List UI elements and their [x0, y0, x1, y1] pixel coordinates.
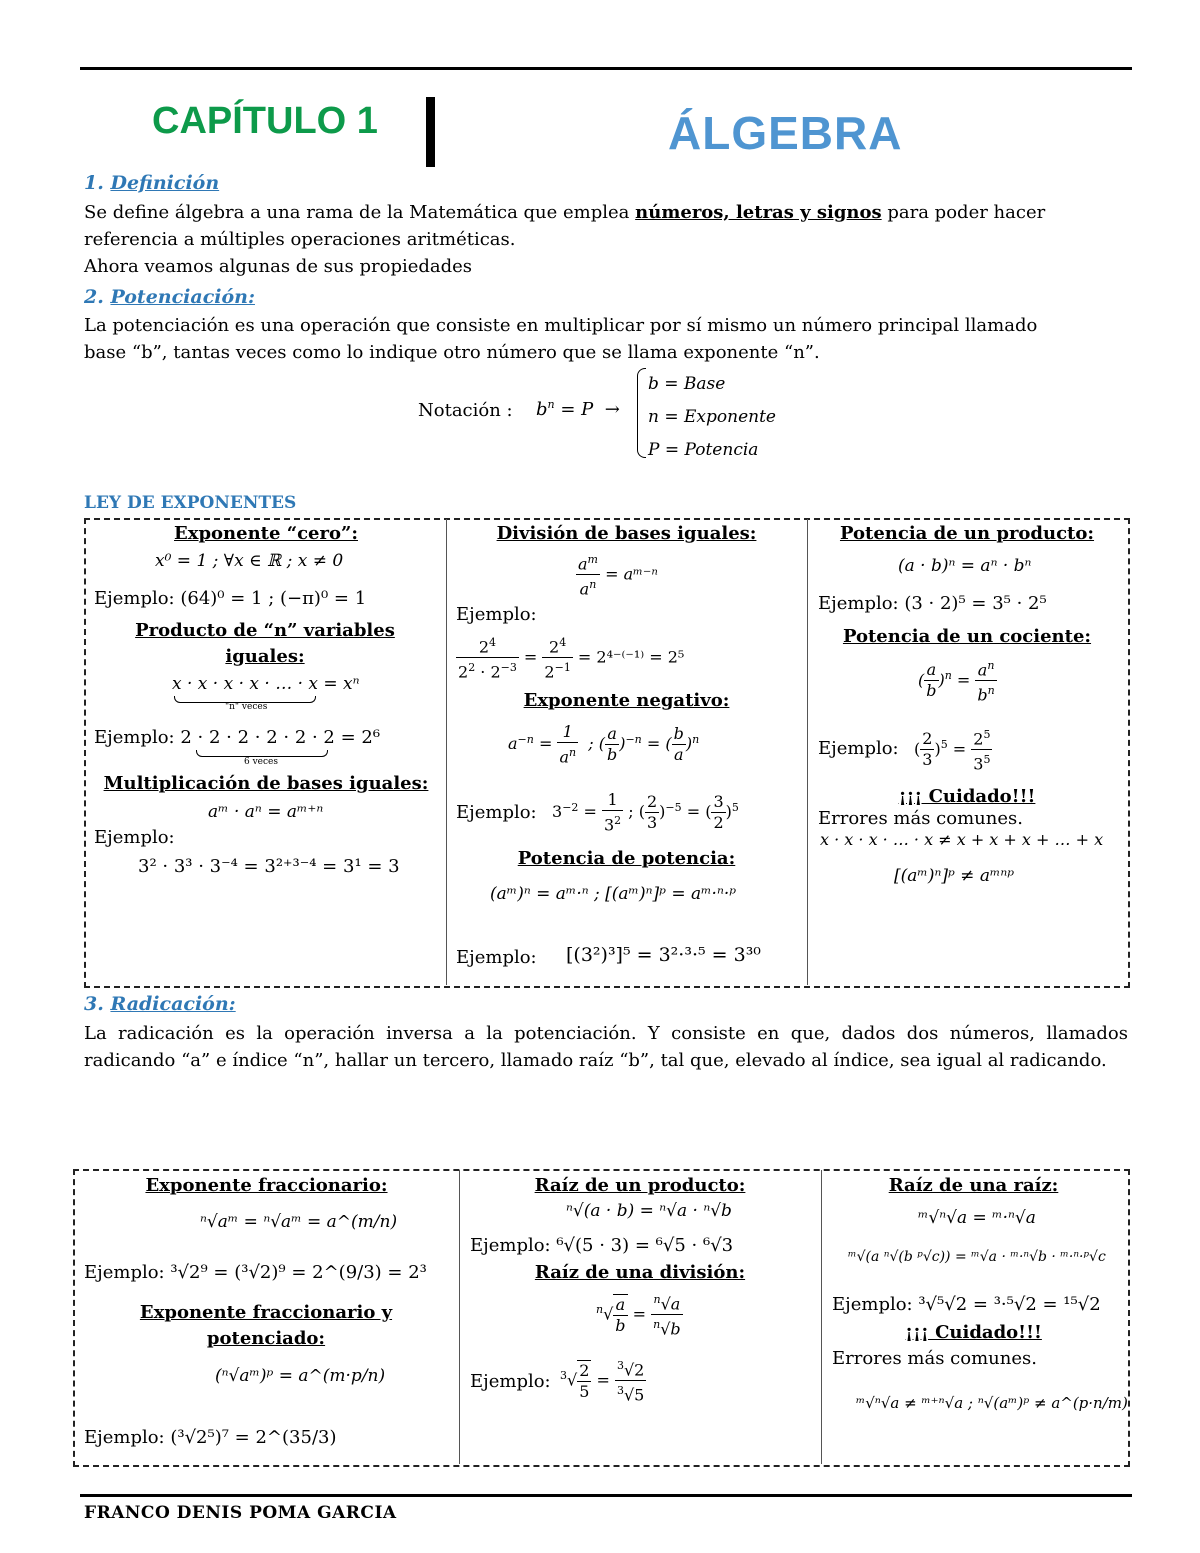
ley-col1-title2: Producto de “n” variables iguales: [135, 620, 395, 667]
ley-col2-example1: $\frac{2^4}{2^2 \cdot 2^{-3}}$ = $\frac{2^4}{2^{-1}}$ = 2⁴⁻⁽⁻¹⁾ = 2⁵ [456, 633, 684, 683]
definicion-text2: Ahora veamos algunas de sus propiedades [84, 256, 473, 277]
fraction: $\frac{2}{3}$ [922, 729, 933, 770]
fraction: $\frac{2^4}{2^{-1}}$ [542, 633, 572, 683]
rad-col3-title2: ¡¡¡ Cuidado!!! [905, 1322, 1042, 1343]
section-title: Definición [110, 172, 220, 194]
rad-col1-example1: Ejemplo: ³√2⁹ = (³√2)⁹ = 2^(9/3) = 2³ [84, 1262, 427, 1283]
potenciacion-line1: La potenciación es una operación que consiste en multiplicar por sí mismo un número principal llamado [84, 315, 1038, 336]
notation-base: b [536, 399, 548, 420]
rad-col1-formula1: ⁿ√aᵐ = ⁿ√aᵐ = a^(m/n) [200, 1212, 398, 1232]
rad-col2-example2: $^3$√ $\frac{2}{5}$ = $\frac{^3√2}{^3√5}$ [560, 1356, 646, 1406]
definicion-text-bold: números, letras y signos [635, 202, 882, 223]
ley-col1-example3-label: Ejemplo: [94, 827, 175, 848]
bottom-rule [80, 1494, 1132, 1497]
col-divider [446, 519, 447, 985]
ley-col3-example1: Ejemplo: (3 · 2)⁵ = 3⁵ · 2⁵ [818, 593, 1047, 614]
fraction: $\frac{a}{b}$ [606, 724, 618, 765]
rad-col1-formula2: (ⁿ√aᵐ)ᵖ = a^(m·p/n) [215, 1366, 386, 1386]
rad-col1-example2: Ejemplo: (³√2⁵)⁷ = 2^(35/3) [84, 1427, 337, 1448]
ley-col1-formula3: aᵐ · aⁿ = aᵐ⁺ⁿ [208, 802, 324, 822]
rad-col2-example2-label: Ejemplo: [470, 1371, 551, 1392]
section-definicion-heading [84, 172, 219, 194]
section-radicacion-heading [84, 993, 236, 1015]
formula-rhs: = aᵐ⁻ⁿ [605, 564, 658, 584]
ley-col2-title1: División de bases iguales: [496, 523, 757, 544]
ley-col3-formula1: (a · b)ⁿ = aⁿ · bⁿ [898, 556, 1032, 576]
section-potenciacion-heading [84, 286, 255, 308]
ley-col2-example2-label: Ejemplo: [456, 802, 537, 823]
section-title: Radicación: [110, 993, 236, 1015]
rad-col2-title1: Raíz de un producto: [534, 1175, 746, 1196]
ley-col1-formula2-under: "n" veces [225, 702, 268, 712]
notation-list [648, 368, 776, 467]
rad-col3-formula1: ᵐ√ⁿ√a = ᵐ·ⁿ√a [918, 1208, 1036, 1228]
section-number: 1. [84, 172, 104, 194]
ley-col2-formula2: $a^{-n}$ = $\frac{1}{a^n}$ ; ( $\frac{a}{b}$ )$^{-n}$ = ( $\frac{b}{a}$ )$^n$ [508, 722, 700, 767]
fraction: $\frac{3}{2}$ [713, 792, 724, 833]
notation-item: b = Base [648, 374, 726, 394]
ley-col3-title3: ¡¡¡ Cuidado!!! [898, 786, 1036, 807]
fraction: $\frac{a^m}{a^n}$ [576, 550, 600, 600]
ley-col2-formula1 [576, 550, 658, 600]
header-divider [426, 97, 435, 167]
formula-rhs: = 2⁴⁻⁽⁻¹⁾ = 2⁵ [577, 647, 685, 667]
ley-col1-example2: Ejemplo: 2 · 2 · 2 · 2 · 2 · 2 = 2⁶ [94, 727, 381, 748]
fraction: $\frac{2^5}{3^5}$ [971, 725, 992, 775]
notation-label: Notación : [418, 400, 513, 421]
fraction: $\frac{2^4}{2^2 \cdot 2^{-3}}$ [456, 633, 519, 683]
ley-col1-example2-under: 6 veces [244, 757, 278, 767]
ley-col3-title1: Potencia de un producto: [839, 523, 1095, 544]
col-divider [459, 1170, 460, 1464]
section-title: Potenciación: [110, 286, 255, 308]
ley-col1-formula1: x⁰ = 1 ; ∀x ∈ ℝ ; x ≠ 0 [155, 551, 344, 571]
fraction: $\frac{^n√a}{^n√b}$ [651, 1290, 683, 1340]
section-number: 3. [84, 993, 104, 1015]
footer-author: FRANCO DENIS POMA GARCIA [84, 1503, 397, 1523]
fraction: $\frac{1}{3^2}$ [603, 790, 622, 835]
rad-col3-title1: Raíz de una raíz: [888, 1175, 1059, 1196]
definicion-paragraph [84, 199, 1128, 253]
ley-col3-example2: ( $\frac{2}{3}$ )$^5$ = $\frac{2^5}{3^5}$ [914, 725, 992, 775]
rad-col2-title2: Raíz de una división: [534, 1262, 746, 1283]
notation-item: P = Potencia [648, 440, 759, 460]
ley-col3-formula2: ( $\frac{a}{b}$ )$^n$ = $\frac{a^n}{b^n}$ [918, 656, 997, 706]
rad-col3-formula2: ᵐ√(a ⁿ√(b ᵖ√c)) = ᵐ√a · ᵐ·ⁿ√b · ᵐ·ⁿ·ᵖ√c [848, 1249, 1106, 1265]
ley-col1-title3: Multiplicación de bases iguales: [103, 773, 429, 794]
fraction: $\frac{a^n}{b^n}$ [975, 656, 996, 706]
subject-title: ÁLGEBRA [668, 107, 903, 159]
ley-col2-title2: Exponente negativo: [523, 690, 730, 711]
col-divider [807, 519, 808, 985]
ley-exponentes-title: LEY DE EXPONENTES [84, 493, 297, 513]
ley-col2-example1-label: Ejemplo: [456, 604, 537, 625]
ley-col1-example3: 3² · 3³ · 3⁻⁴ = 3²⁺³⁻⁴ = 3¹ = 3 [138, 856, 400, 877]
col-divider [821, 1170, 822, 1464]
rad-col1-title1: Exponente fraccionario: [145, 1175, 388, 1196]
definicion-text-post: para poder hacer referencia a múltiples operaciones aritméticas. [84, 202, 1046, 250]
ley-col1-example1: Ejemplo: (64)⁰ = 1 ; (−π)⁰ = 1 [94, 588, 367, 609]
rad-col2-formula1: ⁿ√(a · b) = ⁿ√a · ⁿ√b [566, 1201, 732, 1221]
notation-brace [637, 368, 646, 458]
ley-col2-title3: Potencia de potencia: [517, 848, 736, 869]
ley-col3-formula3: x · x · x · … · x ≠ x + x + x + … + x [820, 830, 1104, 849]
rad-col2-formula2: $^n$√ $\frac{a}{b}$ = $\frac{^n√a}{^n√b}$ [596, 1290, 683, 1340]
rad-col3-example1: Ejemplo: ³√⁵√2 = ³·⁵√2 = ¹⁵√2 [832, 1294, 1101, 1315]
fraction: $\frac{a}{b}$ [615, 1294, 626, 1335]
definicion-text-pre: Se define álgebra a una rama de la Matemática que emplea [84, 202, 630, 223]
fraction: $\frac{2}{3}$ [646, 792, 658, 833]
chapter-title: CAPÍTULO 1 [152, 100, 378, 142]
ley-col3-title2: Potencia de un cociente: [842, 626, 1092, 647]
radicacion-paragraph: La radicación es la operación inversa a la potenciación. Y consiste en que, dados dos números, llamados radicando “a” e índice “n”, hallar un tercero, llamado raíz “b”, tal que, elevado al índice, sea igual al radicando. [84, 1023, 1128, 1071]
ley-col2-example2: $3^{-2}$ = $\frac{1}{3^2}$ ; ( $\frac{2}{3}$ )$^{-5}$ = ( $\frac{3}{2}$ )$^5$ [552, 790, 739, 835]
ley-col3-example2-label: Ejemplo: [818, 738, 899, 759]
ley-col1-title1: Exponente “cero”: [174, 523, 358, 544]
ley-col2-example3-label: Ejemplo: [456, 947, 537, 968]
ley-col3-warning: Errores más comunes. [818, 808, 1023, 829]
fraction: $\frac{1}{a^n}$ [559, 722, 577, 767]
underbrace [196, 750, 328, 757]
fraction: $\frac{a}{b}$ [926, 660, 937, 701]
rad-col3-formula3: ᵐ√ⁿ√a ≠ ᵐ⁺ⁿ√a ; ⁿ√(aᵐ)ᵖ ≠ a^(p·n/m) [856, 1394, 1128, 1412]
potenciacion-line2: base “b”, tantas veces como lo indique otro número que se llama exponente “n”. [84, 342, 820, 363]
ley-col1-formula2: x · x · x · x · … · x = xⁿ [172, 674, 360, 694]
ley-col2-example3: [(3²)³]⁵ = 3²·³·⁵ = 3³⁰ [566, 944, 761, 966]
section-number: 2. [84, 286, 104, 308]
rad-col2-example1: Ejemplo: ⁶√(5 · 3) = ⁶√5 · ⁶√3 [470, 1235, 734, 1256]
notation-formula: $b^n = P$ → [536, 398, 620, 420]
ley-col3-formula4: [(aᵐ)ⁿ]ᵖ ≠ aᵐⁿᵖ [894, 866, 1015, 886]
fraction: $\frac{2}{5}$ [579, 1360, 590, 1401]
rad-col1-title2: Exponente fraccionario y potenciado: [139, 1302, 393, 1349]
fraction: $\frac{b}{a}$ [673, 724, 684, 765]
fraction: $\frac{^3√2}{^3√5}$ [615, 1356, 646, 1406]
ley-col2-formula3: (aᵐ)ⁿ = aᵐ·ⁿ ; [(aᵐ)ⁿ]ᵖ = aᵐ·ⁿ·ᵖ [490, 884, 737, 904]
rad-col3-warning: Errores más comunes. [832, 1348, 1037, 1369]
notation-item: n = Exponente [648, 407, 776, 427]
top-rule [80, 67, 1132, 70]
